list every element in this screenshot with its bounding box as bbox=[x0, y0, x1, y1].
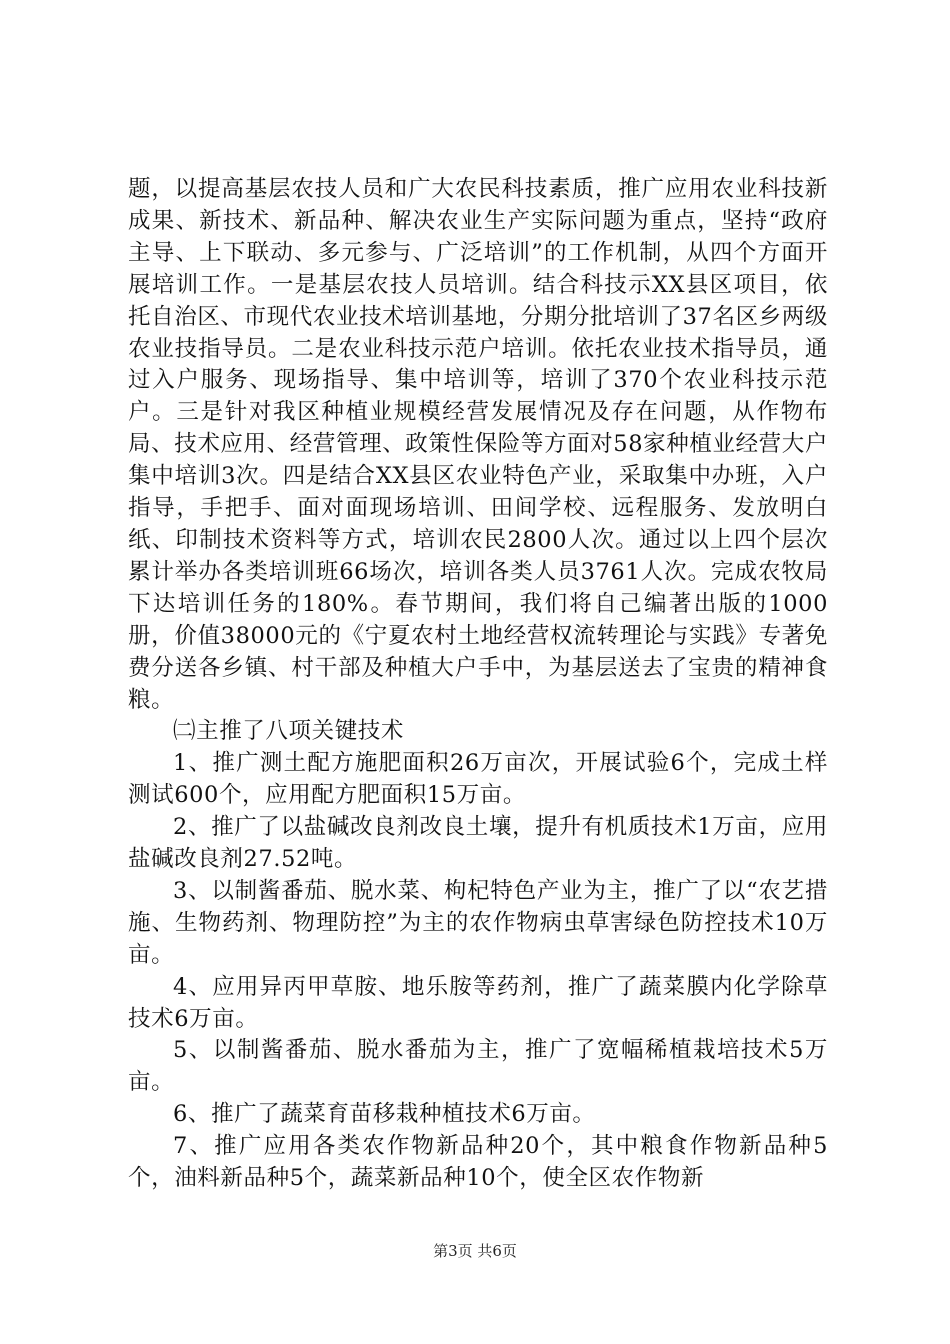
list-item-technology-6: 6、推广了蔬菜育苗移栽种植技术6万亩。 bbox=[173, 1101, 596, 1128]
list-item-technology-4: 4、应用异丙甲草胺、地乐胺等药剂，推广了蔬菜膜内化学除草技术6万亩。 bbox=[128, 973, 828, 1032]
list-item-technology-3: 3、以制酱番茄、脱水菜、枸杞特色产业为主，推广了以“农艺措施、生物药剂、物理防控”为主的农作物病虫草害绿色防控技术10万亩。 bbox=[128, 877, 828, 968]
list-item-technology-1: 1、推广测土配方施肥面积26万亩次，开展试验6个，完成土样测试600个，应用配方肥面积15万亩。 bbox=[128, 750, 828, 809]
list-item-technology-5: 5、以制酱番茄、脱水番茄为主，推广了宽幅稀植栽培技术5万亩。 bbox=[128, 1037, 828, 1096]
list-item-technology-2: 2、推广了以盐碱改良剂改良土壤，提升有机质技术1万亩，应用盐碱改良剂27.52吨。 bbox=[128, 814, 828, 873]
section-heading-key-technologies: ㈡主推了八项关键技术 bbox=[173, 718, 405, 745]
paragraph-training-summary: 题，以提高基层农技人员和广大农民科技素质，推广应用农业科技新成果、新技术、新品种、解决农业生产实际问题为重点，坚持“政府主导、上下联动、多元参与、广泛培训”的工作机制，从四个方面开展培训工作。一是基层农技人员培训。结合科技示XX县区项目，依托自治区、市现代农业技术培训基地，分期分批培训了37名区乡两级农业技指导员。二是农业科技示范户培训。依托农业技术指导员，通过入户服务、现场指导、集中培训等，培训了370个农业科技示范户。三是针对我区种植业规模经营发展情况及存在问题，从作物布局、技术应用、经营管理、政策性保险等方面对58家种植业经营大户集中培训3次。四是结合XX县区农业特色产业，采取集中办班，入户指导，手把手、面对面现场培训、田间学校、远程服务、发放明白纸、印制技术资料等方式，培训农民2800人次。通过以上四个层次累计举办各类培训班66场次，培训各类人员3761人次。完成农牧局下达培训任务的180%。春节期间，我们将自己编著出版的1000册，价值38000元的《宁夏农村土地经营权流转理论与实践》专著免费分送各乡镇、村干部及种植大户手中，为基层送去了宝贵的精神食粮。 bbox=[128, 176, 828, 713]
document-body bbox=[128, 174, 828, 1195]
list-item-technology-7: 7、推广应用各类农作物新品种20个，其中粮食作物新品种5个，油料新品种5个，蔬菜新品种10个，使全区农作物新 bbox=[128, 1133, 828, 1192]
page-number-footer: 第3页 共6页 bbox=[433, 1242, 517, 1260]
